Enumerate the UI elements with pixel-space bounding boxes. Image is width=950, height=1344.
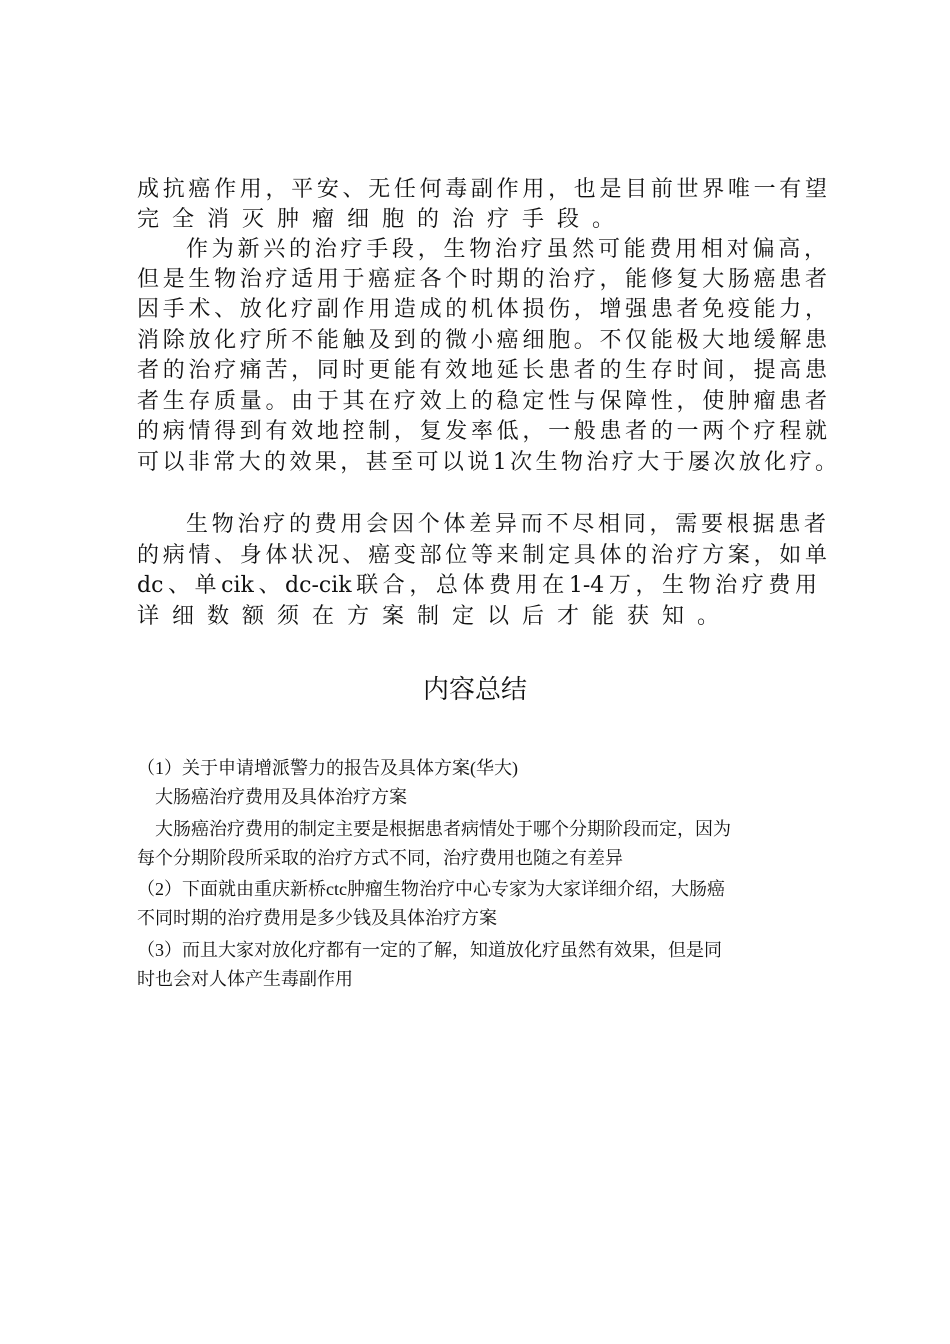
summary-line: 每个分期阶段所采取的治疗方式不同，治疗费用也随之有差异: [137, 848, 623, 868]
paragraph-line: 可以非常大的效果，甚至可以说1次生物治疗大于屡次放化疗。: [137, 450, 837, 475]
paragraph-line: 作为新兴的治疗手段，生物治疗虽然可能费用相对偏高，: [186, 237, 826, 262]
section-title: 内容总结: [422, 675, 527, 704]
summary-line: 大肠癌治疗费用及具体治疗方案: [155, 787, 407, 807]
summary-line: （1）关于申请增派警力的报告及具体方案(华大): [137, 758, 518, 778]
paragraph-line: 者的治疗痛苦，同时更能有效地延长患者的生存时间，提高患: [137, 358, 827, 383]
paragraph-line: 者生存质量。由于其在疗效上的稳定性与保障性，使肿瘤患者: [137, 389, 827, 414]
paragraph-line: 的病情得到有效地控制，复发率低，一般患者的一两个疗程就: [137, 419, 827, 444]
paragraph-line: 完全消灭肿瘤细胞的治疗手段。: [137, 207, 628, 232]
paragraph-line: dc、单cik、dc-cik联合，总体费用在1-4万，生物治疗费用: [137, 573, 817, 598]
summary-line: 大肠癌治疗费用的制定主要是根据患者病情处于哪个分期阶段而定，因为: [155, 819, 731, 839]
paragraph-line: 的病情、身体状况、癌变部位等来制定具体的治疗方案，如单: [137, 543, 827, 568]
summary-line: （2）下面就由重庆新桥ctc肿瘤生物治疗中心专家为大家详细介绍，大肠癌: [137, 879, 725, 899]
summary-line: 不同时期的治疗费用是多少钱及具体治疗方案: [137, 908, 497, 928]
paragraph-line: 但是生物治疗适用于癌症各个时期的治疗，能修复大肠癌患者: [137, 267, 827, 292]
summary-line: 时也会对人体产生毒副作用: [137, 969, 353, 989]
paragraph-line: 生物治疗的费用会因个体差异而不尽相同，需要根据患者: [186, 512, 826, 537]
paragraph-line: 消除放化疗所不能触及到的微小癌细胞。不仅能极大地缓解患: [137, 328, 827, 353]
paragraph-line: 成抗癌作用，平安、无任何毒副作用，也是目前世界唯一有望: [137, 177, 827, 202]
summary-line: （3）而且大家对放化疗都有一定的了解，知道放化疗虽然有效果，但是同: [137, 940, 722, 960]
paragraph-line: 详细数额须在方案制定以后才能获知。: [137, 604, 733, 629]
paragraph-line: 因手术、放化疗副作用造成的机体损伤，增强患者免疫能力，: [137, 297, 827, 322]
